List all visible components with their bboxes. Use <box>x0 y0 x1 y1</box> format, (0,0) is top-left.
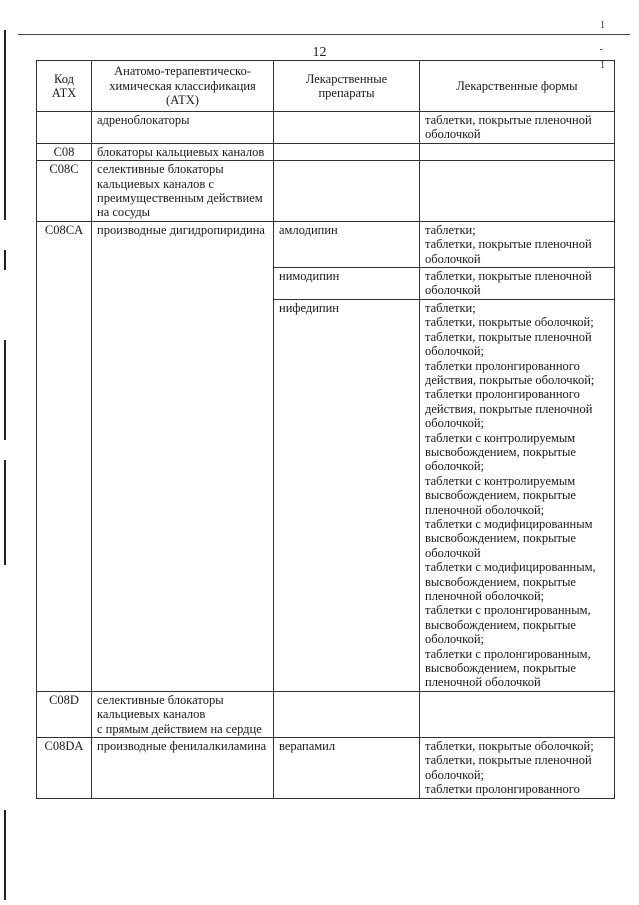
form-text: таблетки, покрытые пленочной оболочкой <box>425 269 592 298</box>
form-text: таблетки, покрытые пленочной оболочкой; <box>425 329 592 359</box>
forms-cell <box>420 161 615 222</box>
forms-cell <box>420 299 615 691</box>
classification-cell <box>92 221 274 691</box>
atc-code: C08CA <box>37 221 92 691</box>
table-row <box>37 738 615 799</box>
forms-cell <box>420 143 615 160</box>
form-text: таблетки пролонгированного действия, покрытые оболочкой; <box>425 358 595 387</box>
forms-cell <box>420 268 615 300</box>
form-text: таблетки с пролонгированным, высвобождением, покрытые оболочкой; <box>425 603 591 647</box>
corner-mark-bottom: 1 <box>600 60 605 71</box>
forms-cell <box>420 691 615 737</box>
classification-text: адреноблокаторы <box>97 113 190 127</box>
form-text: таблетки с контролируемым высвобождением, покрытые оболочкой; <box>425 430 576 474</box>
forms-cell <box>420 738 615 799</box>
header-code: Код АТХ <box>37 61 92 112</box>
drug-cell <box>274 143 420 160</box>
atc-code: C08C <box>37 161 92 222</box>
atc-code <box>37 112 92 144</box>
form-text: таблетки пролонгированного <box>425 782 580 797</box>
drug-cell: нимодипин <box>274 268 420 300</box>
classification-cell <box>92 143 274 160</box>
drug-cell: верапамил <box>274 738 420 799</box>
form-text: таблетки, покрытые оболочкой; <box>425 315 594 330</box>
corner-mark-top: 1 <box>600 20 605 31</box>
classification-cell <box>92 112 274 144</box>
drug-cell: амлодипин <box>274 221 420 267</box>
form-text: таблетки; <box>425 300 476 315</box>
classification-cell <box>92 161 274 222</box>
drug-cell: нифедипин <box>274 299 420 691</box>
corner-mark-middle: - <box>599 44 603 55</box>
form-text: таблетки, покрытые оболочкой; <box>425 739 594 754</box>
atc-code: C08D <box>37 691 92 737</box>
form-text: таблетки, покрытые пленочной оболочкой <box>425 113 592 142</box>
table-row <box>37 161 615 222</box>
table-row <box>37 112 615 144</box>
classification-text: производные фенилалкиламина <box>97 739 267 754</box>
drug-cell <box>274 161 420 222</box>
page-number: 12 <box>312 45 327 60</box>
header-forms: Лекарственные формы <box>420 61 615 112</box>
form-text: таблетки с контролируемым высвобождением, покрытые пленочной оболочкой; <box>425 473 576 517</box>
header-classification: Анатомо-терапевтическо-химическая классификация (АТХ) <box>92 61 274 112</box>
form-text: таблетки с модифицированным высвобождением, покрытые оболочкой <box>425 516 593 560</box>
forms-cell <box>420 221 615 267</box>
form-text: таблетки с модифицированным, высвобождением, покрытые пленочной оболочкой; <box>425 560 596 603</box>
table-row <box>37 143 615 160</box>
form-text: таблетки с пролонгированным, высвобождением, покрытые пленочной оболочкой <box>425 646 591 690</box>
header-drugs: Лекарственные препараты <box>274 61 420 112</box>
scan-edge-mark <box>4 340 6 440</box>
forms-cell <box>420 112 615 144</box>
table-header-row <box>37 61 615 112</box>
top-rule <box>18 34 630 35</box>
atc-code: C08 <box>37 143 92 160</box>
table-row <box>37 691 615 737</box>
classification-cell <box>92 738 274 799</box>
scan-edge-mark <box>4 30 6 220</box>
classification-text: с прямым действием на сердце <box>97 721 262 736</box>
atc-code: C08DA <box>37 738 92 799</box>
drug-cell <box>274 112 420 144</box>
form-text: таблетки пролонгированного действия, покрытые пленочной оболочкой; <box>425 387 593 431</box>
form-text: таблетки, покрытые пленочной оболочкой <box>425 237 592 266</box>
form-text: таблетки, покрытые пленочной оболочкой; <box>425 753 592 782</box>
classification-cell <box>92 691 274 737</box>
atc-classification-table <box>36 60 615 799</box>
classification-text: селективные блокаторы кальциевых каналов с преимущественным действием на сосуды <box>97 162 263 220</box>
classification-text: производные дигидропиридина <box>97 222 265 237</box>
classification-text: блокаторы кальциевых каналов <box>97 144 265 159</box>
table-row <box>37 221 615 267</box>
drug-cell <box>274 691 420 737</box>
scan-edge-mark <box>4 460 6 565</box>
classification-text: селективные блокаторы кальциевых каналов <box>97 692 224 722</box>
scan-edge-mark <box>4 810 6 900</box>
scan-edge-mark <box>4 250 6 270</box>
form-text: таблетки; <box>425 222 476 237</box>
